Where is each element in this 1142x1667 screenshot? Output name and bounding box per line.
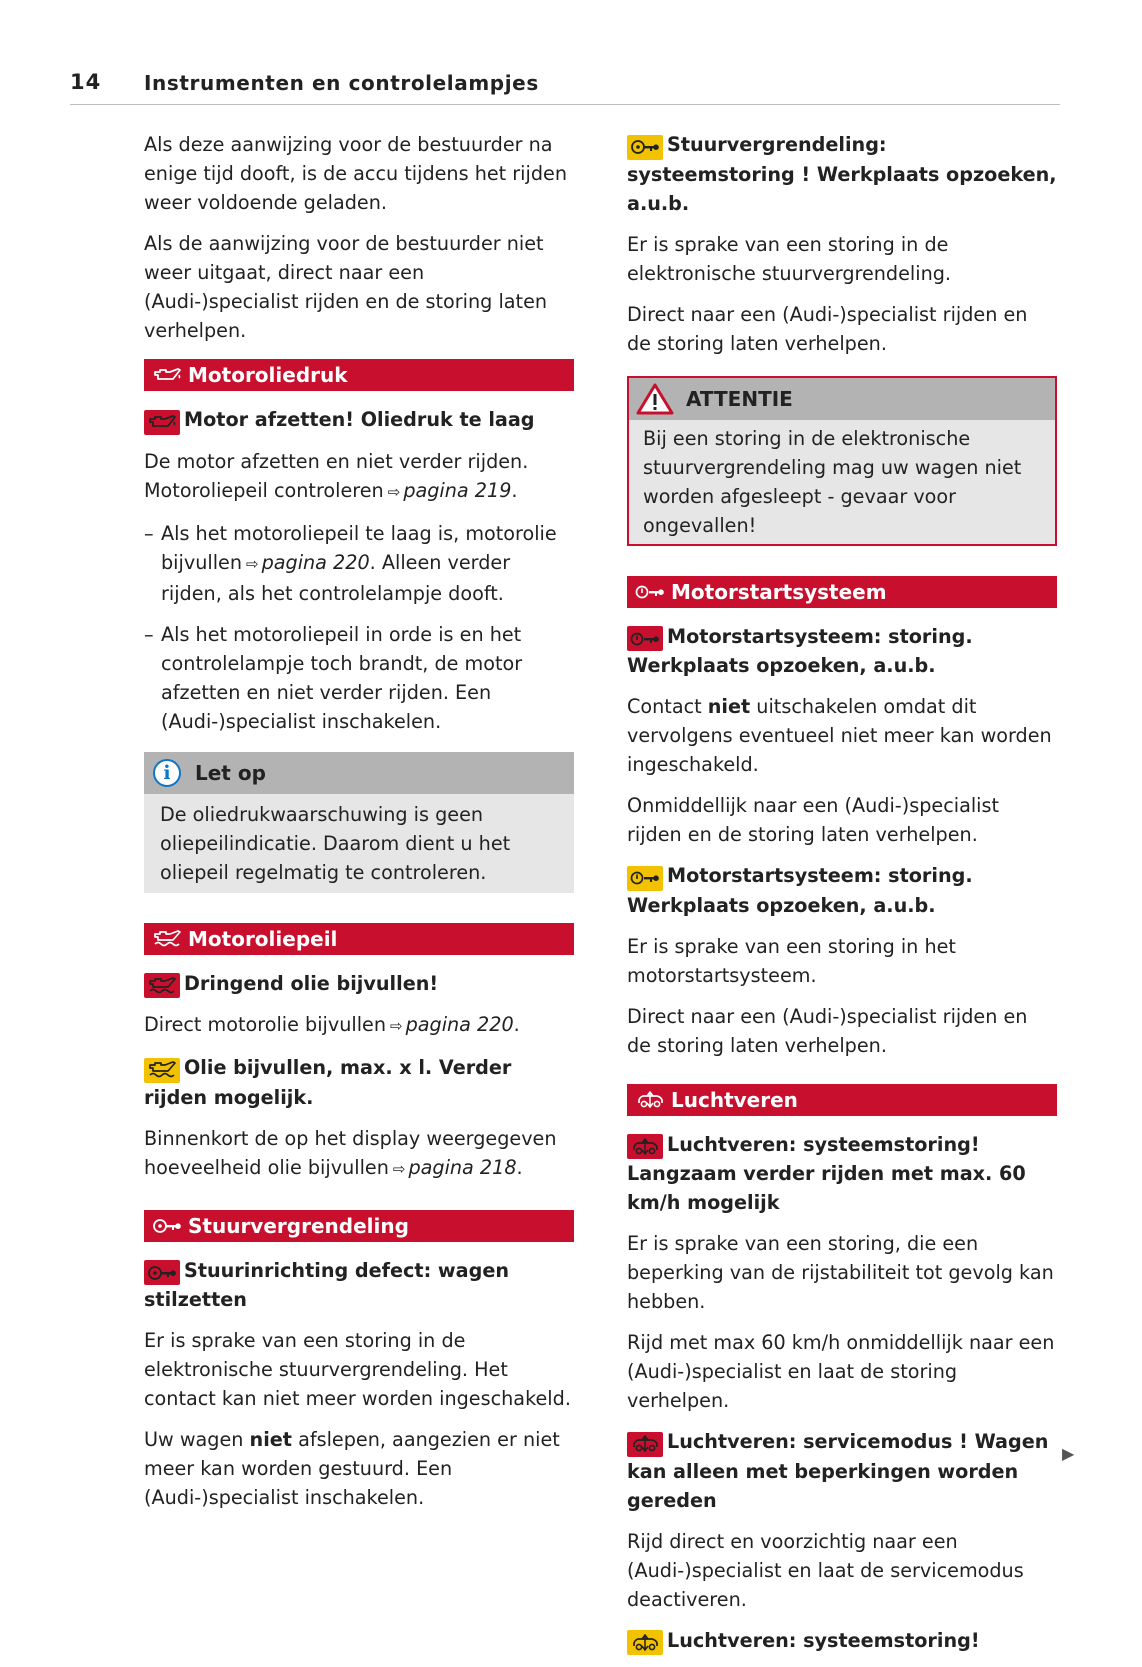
warning-message: Luchtveren: systeemstoring! — [627, 1626, 1057, 1656]
chapter-title: Instrumenten en controlelampjes — [144, 71, 539, 95]
section-header-steering-lock — [144, 1210, 574, 1242]
warning-box — [627, 376, 1057, 546]
paragraph: Er is sprake van een storing in de elektronische stuurvergrendeling. — [627, 232, 952, 285]
paragraph: Direct naar een (Audi-)specialist rijden en de storing laten verhelpen. — [627, 1004, 1028, 1057]
warning-body: Bij een storing in de elektronische stuurvergrendeling mag uw wagen niet worden afgesleept - gevaar voor ongevallen! — [643, 426, 1022, 537]
paragraph: Rijd met max 60 km/h onmiddellijk naar een (Audi-)specialist en laat de storing verhelpen. — [627, 1331, 1055, 1412]
section-header-air-suspension — [627, 1084, 1057, 1116]
engine-start-warning-icon — [627, 626, 663, 651]
warning-message: Motor afzetten! Oliedruk te laag — [144, 405, 574, 435]
start-key-icon — [635, 583, 665, 601]
section-header-oil-level — [144, 923, 574, 955]
right-column — [627, 130, 1057, 1667]
warning-title: ATTENTIE — [686, 386, 793, 411]
arrow-icon: ⇨ — [392, 1159, 406, 1178]
intro-paragraph-2: Als de aanwijzing voor de bestuurder niet weer uitgaat, direct naar een (Audi-)specialist rijden en de storing laten verhelpen. — [144, 232, 548, 342]
paragraph: Rijd direct en voorzichtig naar een (Audi-)specialist en laat de servicemodus deactiveren. — [627, 1529, 1024, 1611]
list-item: – Als het motoroliepeil in orde is en het controlelampje toch brandt, de motor afzetten en niet verder rijden. Een (Audi-)specialist inschakelen. — [144, 622, 523, 733]
paragraph: Direct naar een (Audi-)specialist rijden en de storing laten verhelpen. — [627, 302, 1028, 355]
intro-paragraph-1: Als deze aanwijzing voor de bestuurder na enige tijd dooft, is de accu tijdens het rijden weer voldoende geladen. — [144, 133, 567, 214]
arrow-icon: ⇨ — [387, 482, 401, 501]
paragraph: Er is sprake van een storing in het motorstartsysteem. — [627, 934, 956, 987]
arrow-icon: ⇨ — [390, 1017, 403, 1035]
paragraph: De motor afzetten en niet verder rijden. Motoroliepeil controleren ⇨ pagina 219. — [144, 449, 529, 502]
warning-message: Dringend olie bijvullen! — [144, 969, 574, 999]
paragraph: Er is sprake van een storing in de elektronische stuurvergrendeling. Het contact kan niet meer worden ingeschakeld. — [144, 1329, 571, 1410]
page-number: 14 — [70, 70, 102, 94]
section-title: Motoroliedruk — [188, 363, 348, 387]
section-title: Motorstartsysteem — [671, 579, 887, 604]
section-title: Luchtveren — [671, 1087, 798, 1112]
warning-message: Olie bijvullen, max. x l. Verder rijden mogelijk. — [144, 1056, 512, 1109]
warning-message: Stuurinrichting defect: wagen stilzetten — [144, 1258, 509, 1311]
warning-message: Luchtveren: systeemstoring! Langzaam verder rijden met max. 60 km/h mogelijk — [627, 1132, 1026, 1214]
paragraph: Uw wagen niet afslepen, aangezien er niet meer kan worden gestuurd. Een (Audi-)specialist inschakelen. — [144, 1428, 560, 1509]
warning-message: Motorstartsysteem: storing. Werkplaats opzoeken, a.u.b. — [627, 864, 973, 917]
steering-lock-icon — [152, 1217, 182, 1235]
page-reference[interactable]: pagina 219 — [403, 478, 512, 502]
page-reference[interactable]: pagina 220 — [405, 1013, 514, 1036]
paragraph: Binnenkort de op het display weergegeven hoeveelheid olie bijvullen ⇨ pagina 218. — [144, 1126, 557, 1179]
page-header — [70, 70, 1060, 105]
info-note — [144, 752, 574, 893]
warning-message: Luchtveren: servicemodus ! Wagen kan alleen met beperkingen worden gereden — [627, 1430, 1049, 1512]
section-title: Stuurvergrendeling — [188, 1213, 409, 1238]
info-icon: i — [153, 759, 181, 787]
page-reference[interactable]: pagina 218 — [408, 1155, 517, 1179]
list-item: – Als het motoroliepeil te laag is, motorolie bijvullen ⇨ pagina 220. Alleen verder rijden, als het controlelampje dooft. — [144, 521, 557, 605]
paragraph: Contact niet uitschakelen omdat dit vervolgens eventueel niet meer kan worden ingeschakeld. — [627, 695, 1052, 776]
oil-level-caution-icon — [144, 1058, 180, 1083]
oil-level-warning-icon — [144, 973, 180, 998]
left-column — [144, 130, 574, 1524]
section-header-engine-start — [627, 576, 1057, 608]
air-suspension-caution-icon — [627, 1630, 663, 1655]
section-header-oil-pressure — [144, 359, 574, 391]
steering-lock-caution-icon — [627, 135, 663, 160]
paragraph: Er is sprake van een storing, die een beperking van de rijstabiliteit tot gevolg kan hebben. — [627, 1232, 1054, 1313]
air-suspension-icon — [635, 1091, 665, 1109]
air-suspension-warning-icon — [627, 1134, 663, 1159]
section-title: Motoroliepeil — [188, 926, 338, 951]
air-suspension-service-icon — [627, 1432, 663, 1457]
warning-message: Stuurvergrendeling: systeemstoring ! Werkplaats opzoeken, a.u.b. — [627, 133, 1057, 215]
engine-start-caution-icon — [627, 866, 663, 891]
oil-can-icon — [152, 366, 182, 384]
note-body: De oliedrukwaarschuwing is geen oliepeilindicatie. Daarom dient u het oliepeil regelmatig te controleren. — [160, 802, 511, 884]
oil-level-icon — [152, 930, 182, 948]
note-title: Let op — [195, 760, 266, 785]
warning-triangle-icon — [636, 383, 674, 415]
steering-lock-warning-icon — [144, 1260, 180, 1285]
arrow-icon: ⇨ — [246, 554, 259, 573]
oil-pressure-warning-icon — [144, 410, 180, 435]
continue-arrow-icon: ▶ — [1062, 1444, 1075, 1463]
paragraph: Direct motorolie bijvullen ⇨ pagina 220. — [144, 1013, 520, 1036]
page-reference[interactable]: pagina 220 — [261, 550, 370, 574]
paragraph: Onmiddellijk naar een (Audi-)specialist rijden en de storing laten verhelpen. — [627, 794, 1000, 846]
warning-message: Motorstartsysteem: storing. Werkplaats opzoeken, a.u.b. — [627, 624, 973, 677]
